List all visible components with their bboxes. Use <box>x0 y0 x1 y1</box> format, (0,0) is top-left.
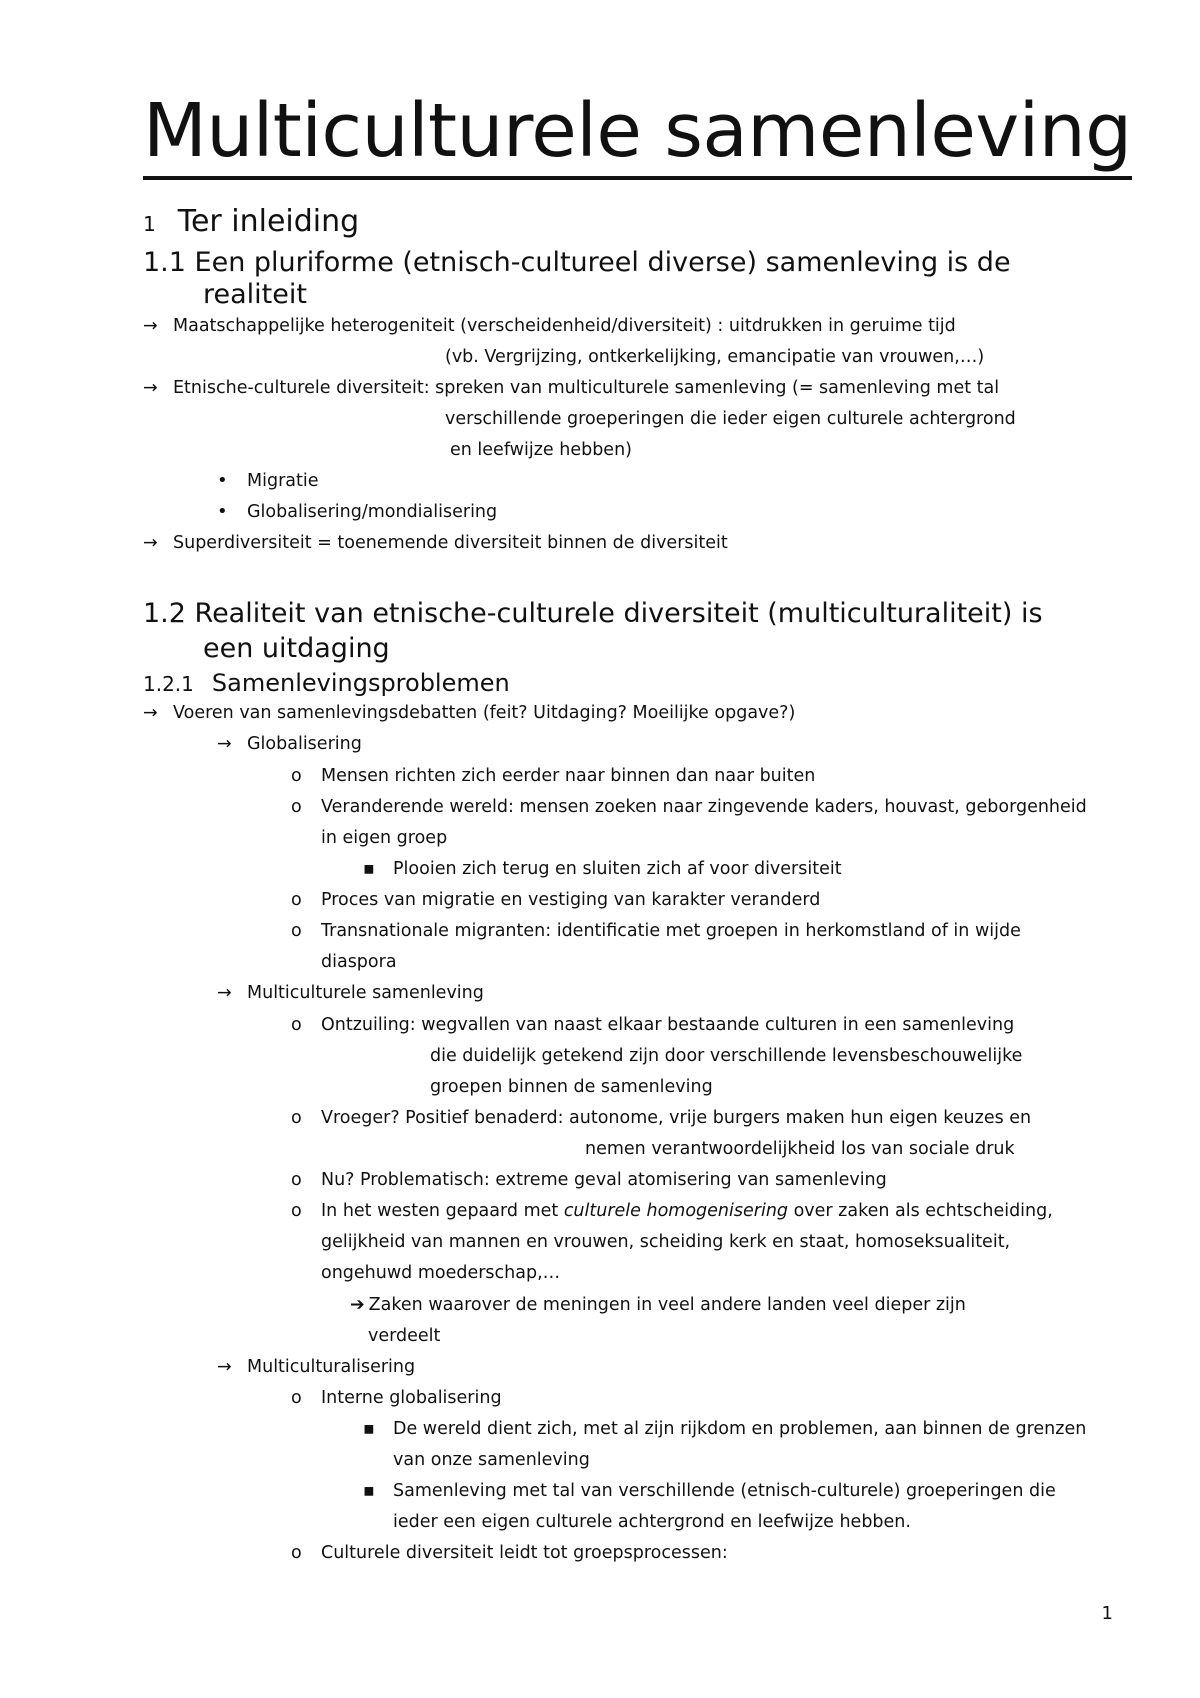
section-heading-1-2: 1.2 Realiteit van etnische-culturele diversiteit (multiculturaliteit) is <box>143 598 1043 629</box>
list-item: → Multiculturalisering <box>217 1357 416 1377</box>
section-heading-1-2-1 <box>143 668 510 699</box>
list-item-continuation: verschillende groeperingen die ieder eigen culturele achtergrond <box>445 409 1016 429</box>
list-item: o Interne globalisering <box>291 1388 502 1408</box>
list-item: o In het westen gepaard met culturele homogenisering over zaken als echtscheiding, <box>291 1201 1053 1221</box>
circle-bullet-icon: o <box>291 1388 302 1408</box>
circle-bullet-icon: o <box>291 797 302 817</box>
emphasis-text: culturele homogenisering <box>563 1201 789 1221</box>
arrow-icon: → <box>143 316 158 336</box>
circle-bullet-icon: o <box>291 1108 302 1128</box>
list-item-continuation: nemen verantwoordelijkheid los van sociale druk <box>585 1139 1015 1159</box>
list-item-continuation: en leefwijze hebben) <box>450 440 632 460</box>
list-item: ▪ Plooien zich terug en sluiten zich af voor diversiteit <box>363 859 842 879</box>
list-item: ▪ Samenleving met tal van verschillende (etnisch-culturele) groeperingen die <box>363 1481 1056 1501</box>
circle-bullet-icon: o <box>291 1170 302 1190</box>
arrow-icon: → <box>217 734 232 754</box>
list-item-continuation: van onze samenleving <box>393 1450 590 1470</box>
list-item: o Ontzuiling: wegvallen van naast elkaar bestaande culturen in een samenleving <box>291 1015 1015 1035</box>
list-item-continuation: gelijkheid van mannen en vrouwen, scheiding kerk en staat, homoseksualiteit, <box>321 1232 1011 1252</box>
list-item: → Multiculturele samenleving <box>217 983 484 1003</box>
square-bullet-icon: ▪ <box>363 1419 375 1439</box>
list-item: o Vroeger? Positief benaderd: autonome, vrije burgers maken hun eigen keuzes en <box>291 1108 1032 1128</box>
list-item: • Migratie <box>217 470 319 491</box>
section-title: Ter inleiding <box>177 204 360 239</box>
list-item: → Maatschappelijke heterogeniteit (verscheidenheid/diversiteit) : uitdrukken in geruime tijd <box>143 316 956 336</box>
list-item: → Etnische-culturele diversiteit: spreken van multiculturele samenleving (= samenleving met tal <box>143 378 1000 398</box>
arrow-icon: → <box>217 983 232 1003</box>
list-item: → Voeren van samenlevingsdebatten (feit? Uitdaging? Moeilijke opgave?) <box>143 703 796 723</box>
arrow-icon: → <box>217 1357 232 1377</box>
list-item-continuation: groepen binnen de samenleving <box>430 1077 713 1097</box>
list-item: o Transnationale migranten: identificatie met groepen in herkomstland of in wijde <box>291 921 1021 941</box>
circle-bullet-icon: o <box>291 766 302 786</box>
square-bullet-icon: ▪ <box>363 859 375 879</box>
section-number: 1.2.1 <box>143 672 194 696</box>
list-item: → Superdiversiteit = toenemende diversiteit binnen de diversiteit <box>143 533 728 553</box>
bold-arrow-icon: ➔ <box>350 1295 365 1315</box>
list-item: ▪ De wereld dient zich, met al zijn rijkdom en problemen, aan binnen de grenzen <box>363 1419 1087 1439</box>
list-item-continuation: verdeelt <box>368 1326 441 1346</box>
list-item: ➔ Zaken waarover de meningen in veel andere landen veel dieper zijn <box>350 1295 966 1315</box>
circle-bullet-icon: o <box>291 921 302 941</box>
bullet-icon: • <box>217 470 228 491</box>
circle-bullet-icon: o <box>291 890 302 910</box>
list-item-continuation: ongehuwd moederschap,… <box>321 1263 561 1283</box>
section-heading-1-1: 1.1 Een pluriforme (etnisch-cultureel diverse) samenleving is de <box>143 247 1011 278</box>
list-item-continuation: die duidelijk getekend zijn door verschillende levensbeschouwelijke <box>430 1046 1023 1066</box>
list-item: o Veranderende wereld: mensen zoeken naar zingevende kaders, houvast, geborgenheid <box>291 797 1087 817</box>
bullet-icon: • <box>217 501 228 522</box>
list-item-continuation: (vb. Vergrijzing, ontkerkelijking, emancipatie van vrouwen,…) <box>445 347 985 367</box>
list-item-continuation: ieder een eigen culturele achtergrond en leefwijze hebben. <box>393 1512 911 1532</box>
section-heading-1-2-cont: een uitdaging <box>203 633 390 664</box>
circle-bullet-icon: o <box>291 1201 302 1221</box>
list-item: o Mensen richten zich eerder naar binnen dan naar buiten <box>291 766 816 786</box>
section-heading-1-1-cont: realiteit <box>203 279 307 310</box>
list-item: o Culturele diversiteit leidt tot groepsprocessen: <box>291 1543 728 1563</box>
list-item: → Globalisering <box>217 734 362 754</box>
section-title: Samenlevingsproblemen <box>211 669 510 697</box>
circle-bullet-icon: o <box>291 1015 302 1035</box>
list-item-continuation: in eigen groep <box>321 828 448 848</box>
arrow-icon: → <box>143 533 158 553</box>
section-heading-1 <box>143 204 359 242</box>
list-item-continuation: diaspora <box>321 952 397 972</box>
arrow-icon: → <box>143 703 158 723</box>
document-title: Multiculturele samenleving <box>143 86 1132 180</box>
list-item: • Globalisering/mondialisering <box>217 501 498 522</box>
list-item: o Proces van migratie en vestiging van karakter veranderd <box>291 890 821 910</box>
square-bullet-icon: ▪ <box>363 1481 375 1501</box>
list-item: o Nu? Problematisch: extreme geval atomisering van samenleving <box>291 1170 887 1190</box>
circle-bullet-icon: o <box>291 1543 302 1563</box>
page-number: 1 <box>1101 1603 1113 1624</box>
section-number: 1 <box>143 212 156 236</box>
arrow-icon: → <box>143 378 158 398</box>
